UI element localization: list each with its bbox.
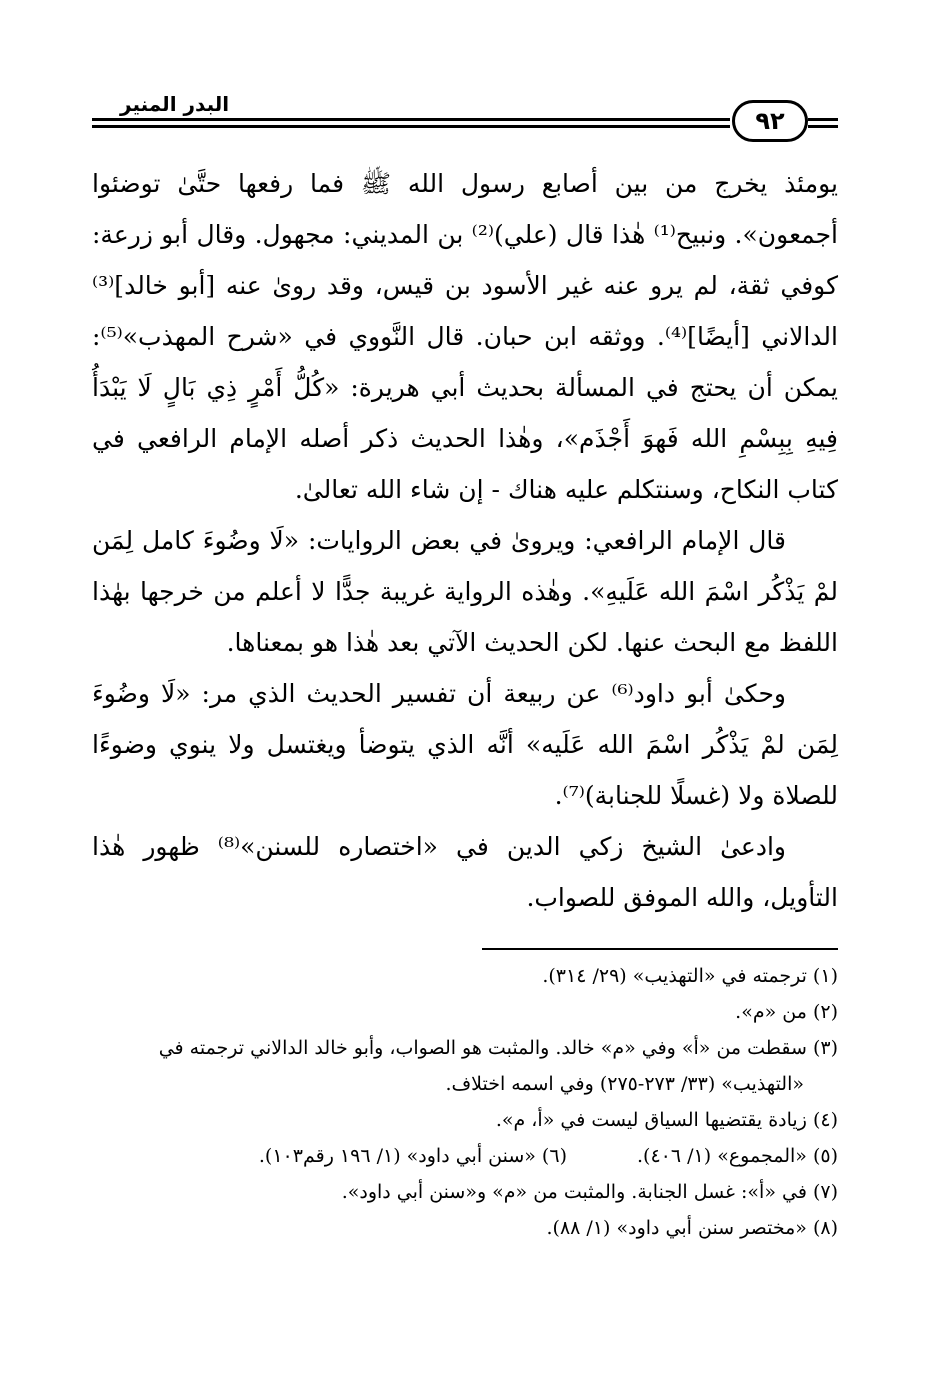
- footnote-8: (٨) «مختصر سنن أبي داود» (١/ ٨٨).: [546, 1217, 838, 1239]
- footnote-row-5-6: [92, 1138, 838, 1174]
- header-rule-right-top: [808, 118, 838, 121]
- footnote-3-line-2: «التهذيب» (٣٣/ ٢٧٣-٢٧٥) وفي اسمه اختلاف.: [445, 1073, 804, 1095]
- footnote-1: (١) ترجمته في «التهذيب» (٢٩/ ٣١٤).: [542, 965, 838, 987]
- footnote-3: [92, 1030, 838, 1102]
- page-header: [92, 88, 838, 148]
- header-rule-bottom: [92, 125, 730, 128]
- footnote-4: (٤) زيادة يقتضيها السياق ليست في «أ، م».: [495, 1109, 838, 1131]
- paragraph-4: وادعىٰ الشيخ زكي الدين في «اختصاره للسنن»⁽⁸⁾ ظهور هٰذا التأويل، والله الموفق للصواب.: [92, 832, 838, 912]
- header-rule-top: [92, 118, 730, 121]
- footnote-separator: [482, 948, 838, 950]
- running-title: البدر المنير: [120, 92, 230, 116]
- page-number: ٩٢: [732, 100, 808, 142]
- footnotes: [92, 958, 838, 1246]
- paragraph-1: يومئذ يخرج من بين أصابع رسول الله ﷺ فما رفعها حتَّىٰ توضئوا أجمعون». ونبيح⁽¹⁾ هٰذا قال (علي)⁽²⁾ بن المديني: مجهول. وقال أبو زرعة: كوفي ثقة، لم يرو عنه غير الأسود بن قيس، وقد روىٰ عنه [أبو خالد]⁽³⁾ الدالاني [أيضًا]⁽⁴⁾. ووثقه ابن حبان. قال النَّووي في «شرح المهذب»⁽⁵⁾: يمكن أن يحتج في المسألة بحديث أبي هريرة: «كُلُّ أَمْرٍ ذِي بَالٍ لَا يَبْدَأُ فِيهِ بِبِسْمِ الله فَهوَ أَجْذَم»، وهٰذا الحديث ذكر أصله الإمام الرافعي في كتاب النكاح، وسنتكلم عليه هناك - إن شاء الله تعالىٰ.: [92, 169, 838, 504]
- paragraph-2: قال الإمام الرافعي: ويروىٰ في بعض الروايات: «لَا وضُوءَ كامل لِمَن لمْ يَذْكُر اسْمَ الله عَلَيهِ». وهٰذه الرواية غريبة جدًّا لا أعلم من خرجها بهٰذا اللفظ مع البحث عنها. لكن الحديث الآتي بعد هٰذا هو بمعناها.: [92, 526, 838, 657]
- paragraph-3: وحكىٰ أبو داود⁽⁶⁾ عن ربيعة أن تفسير الحديث الذي مر: «لَا وضُوءَ لِمَن لمْ يَذْكُر اسْمَ الله عَلَيه» أنَّه الذي يتوضأ ويغتسل ولا ينوي وضوءًا للصلاة ولا (غسلًا للجنابة)⁽⁷⁾.: [92, 679, 838, 810]
- footnote-5: (٥) «المجموع» (١/ ٤٠٦).: [637, 1145, 838, 1167]
- header-rule-right-bottom: [808, 125, 838, 128]
- footnote-3-line-1: (٣) سقطت من «أ» وفي «م» خالد. والمثبت هو الصواب، وأبو خالد الدالاني ترجمته في: [158, 1037, 838, 1059]
- footnote-7: (٧) في «أ»: غسل الجنابة. والمثبت من «م» و«سنن أبي داود».: [341, 1181, 838, 1203]
- footnote-2: (٢) من «م».: [735, 1001, 838, 1023]
- main-text: [92, 158, 838, 923]
- footnote-6: (٦) «سنن أبي داود» (١/ ١٩٦ رقم١٠٣).: [258, 1145, 567, 1167]
